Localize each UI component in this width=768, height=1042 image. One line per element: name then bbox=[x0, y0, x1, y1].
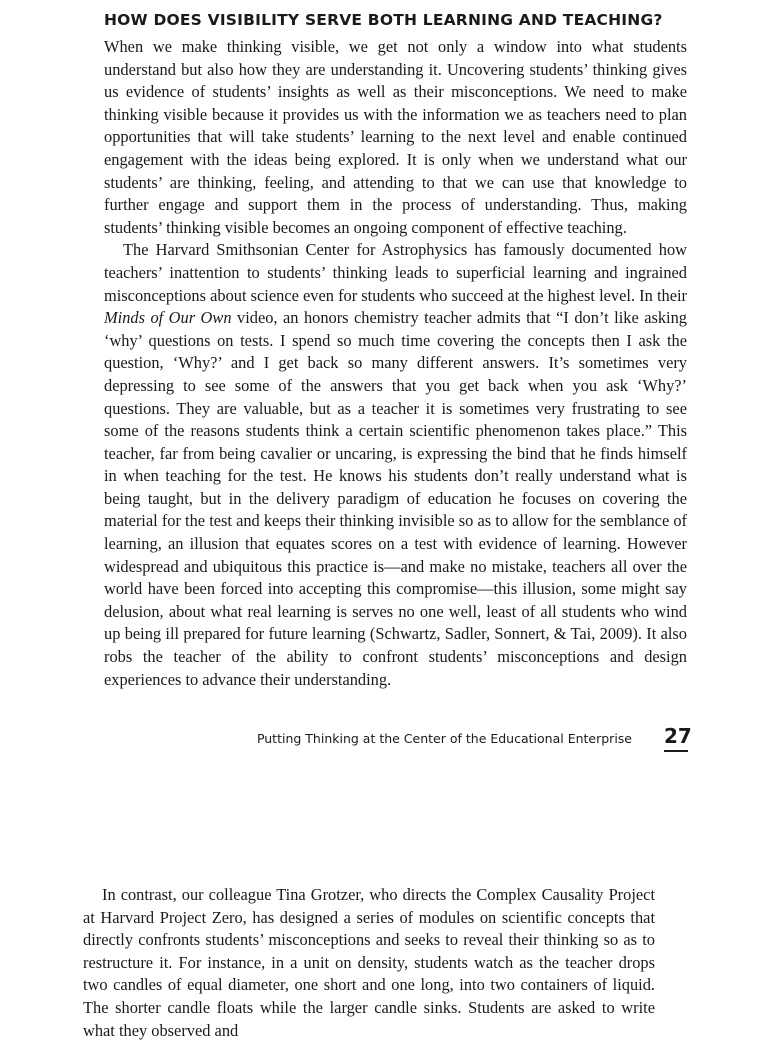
paragraph-2-text-end: video, an honors chemistry teacher admits that “I don’t like asking ‘why’ questions on tests. I spend so much time covering the concepts then I ask the question, ‘Why?’ and I get back so many different answers. It’s sometimes very depressing to see some of the answers that you get back when you ask ‘Why?’ questions. They are valuable, but as a teacher it is sometimes very frustrating to see some of the reasons students think a certain scientific phenomenon takes place.” This teacher, far from being cavalier or uncaring, is expressing the bind that he finds himself in when teaching for the test. He knows his students don’t really understand what is being taught, but in the delivery paradigm of education he focuses on covering the material for the test and keeps their thinking invisible so as to allow for the semblance of learning, an illusion that equates scores on a test with evidence of learning. However widespread and ubiquitous this practice is—and make no mistake, teachers all over the world have been forced into accepting this compromise—this illusion, some might say delusion, about what real learning is serves no one well, least of all students who wind up being ill prepared for future learning (Schwartz, Sadler, Sonnert, & Tai, 2009). It also robs the teacher of the ability to confront students’ misconceptions and design experiences to advance their understanding. bbox=[104, 308, 687, 689]
body-text bbox=[104, 36, 687, 691]
paragraph-1: When we make thinking visible, we get not only a window into what students understand but also how they are understanding it. Uncovering students’ thinking gives us evidence of students’ insights as well as their misconceptions. We need to make thinking visible because it provides us with the information we as teachers need to plan opportunities that will take students’ learning to the next level and enable continued engagement with the ideas being explored. It is only when we understand what our students’ are thinking, feeling, and attending to that we can use that knowledge to further engage and support them in the process of understanding. Thus, making students’ thinking visible becomes an ongoing component of effective teaching. bbox=[104, 37, 687, 237]
running-footer-title: Putting Thinking at the Center of the Educational Enterprise bbox=[256, 731, 632, 746]
section-heading: HOW DOES VISIBILITY SERVE BOTH LEARNING AND TEACHING? bbox=[104, 11, 663, 29]
paragraph-2 bbox=[104, 239, 687, 691]
page-number: 27 bbox=[664, 724, 688, 752]
paragraph-2-text-start: The Harvard Smithsonian Center for Astrophysics has famously documented how teachers’ inattention to students’ thinking leads to superficial learning and ingrained misconceptions about science even for students who succeed at the highest level. In their bbox=[104, 240, 687, 305]
next-page-text bbox=[83, 884, 655, 1042]
next-page-paragraph: In contrast, our colleague Tina Grotzer, who directs the Complex Causality Project at Harvard Project Zero, has designed a series of modules on scientific concepts that directly confronts students’ misconceptions and seeks to reveal their thinking so as to restructure it. For instance, in a unit on density, students watch as the teacher drops two candles of equal diameter, one short and one long, into two containers of liquid. The shorter candle floats while the larger candle sinks. Students are asked to write what they observed and bbox=[83, 885, 655, 1040]
video-title: Minds of Our Own bbox=[104, 308, 232, 328]
